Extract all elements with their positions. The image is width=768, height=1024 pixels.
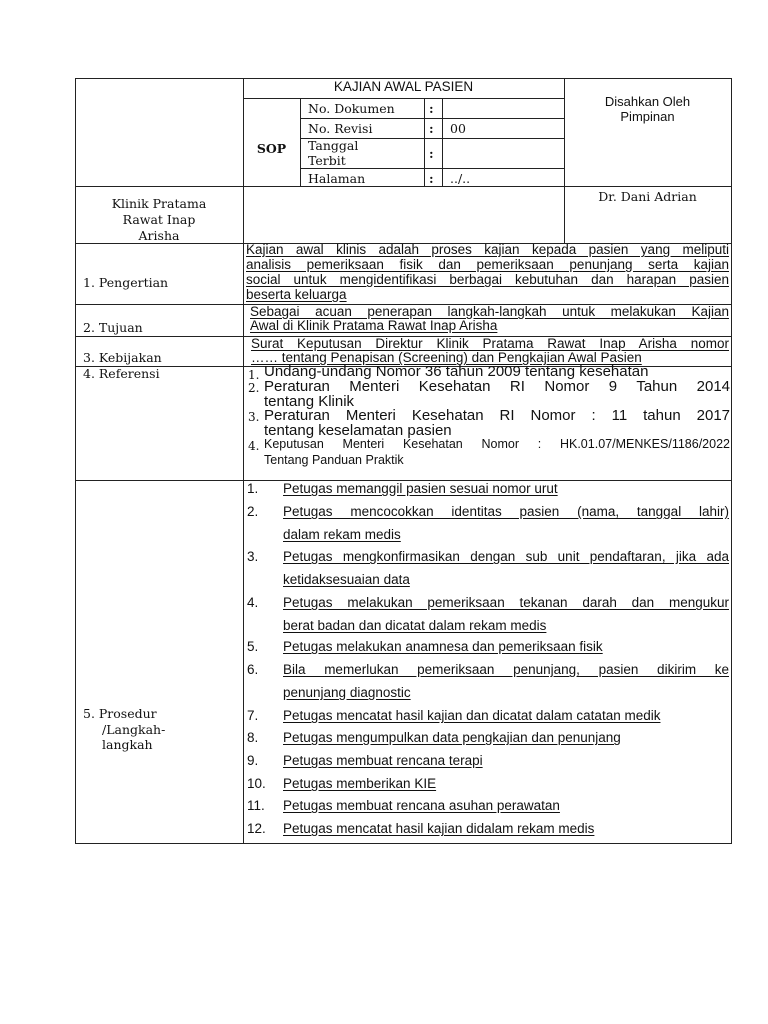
section-label-tujuan: 2. Tujuan bbox=[83, 320, 143, 335]
col-divider-left bbox=[243, 78, 244, 844]
section-label-prosedur-3: langkah bbox=[102, 737, 153, 752]
clinic-name-line-3: Arisha bbox=[138, 228, 180, 243]
field-colon: : bbox=[429, 101, 434, 116]
field-label-terbit: Terbit bbox=[308, 153, 346, 168]
step-number: 7. bbox=[247, 708, 259, 723]
kebijakan-line-2: …… tentang Penapisan (Screening) dan Pengkajian Awal Pasien bbox=[251, 350, 642, 365]
step-number: 12. bbox=[247, 821, 266, 836]
referensi-num: 4. bbox=[248, 439, 260, 453]
procedure-step-6-cont: penunjang diagnostic bbox=[283, 685, 411, 700]
step-number: 9. bbox=[247, 753, 259, 768]
procedure-step-4: Petugas melakukan pemeriksaan tekanan darah dan mengukur bbox=[283, 595, 729, 610]
field-row-1 bbox=[300, 118, 564, 119]
signatory-name: Dr. Dani Adrian bbox=[598, 189, 697, 204]
procedure-step-3: Petugas mengkonfirmasikan dengan sub unit pendaftaran, jika ada bbox=[283, 549, 729, 564]
step-number: 2. bbox=[247, 504, 259, 519]
step-number: 5. bbox=[247, 639, 259, 654]
procedure-step-2: Petugas mencocokkan identitas pasien (nama, tanggal lahir) bbox=[283, 504, 729, 519]
referensi-item-4: Keputusan Menteri Kesehatan Nomor : HK.01.07/MENKES/1186/2022 bbox=[264, 437, 730, 451]
clinic-name-line-2: Rawat Inap bbox=[122, 212, 196, 227]
procedure-step-2-cont: dalam rekam medis bbox=[283, 527, 401, 542]
step-number: 6. bbox=[247, 662, 259, 677]
step-number: 8. bbox=[247, 730, 259, 745]
referensi-item-4-cont: Tentang Panduan Praktik bbox=[264, 453, 404, 467]
kebijakan-line-1: Surat Keputusan Direktur Klinik Pratama Rawat Inap Arisha nomor bbox=[251, 336, 729, 351]
step-number: 11. bbox=[247, 798, 265, 813]
procedure-step-4-cont: berat badan dan dicatat dalam rekam medis bbox=[283, 618, 547, 633]
field-value-no-revisi: 00 bbox=[450, 121, 466, 136]
procedure-step-5: Petugas melakukan anamnesa dan pemeriksaan fisik bbox=[283, 639, 603, 654]
step-number: 4. bbox=[247, 595, 259, 610]
sop-label: SOP bbox=[256, 141, 287, 156]
table-border-bottom bbox=[75, 843, 732, 844]
section-label-prosedur-2: /Langkah- bbox=[102, 722, 166, 737]
field-label-divider bbox=[300, 98, 301, 186]
procedure-step-7: Petugas mencatat hasil kajian dan dicatat dalam catatan medik bbox=[283, 708, 661, 723]
document-title: KAJIAN AWAL PASIEN bbox=[333, 79, 474, 94]
pengertian-line-1: Kajian awal klinis adalah proses kajian kepada pasien yang meliputi bbox=[246, 242, 729, 257]
field-label-halaman: Halaman bbox=[308, 171, 366, 186]
procedure-step-3-cont: ketidaksesuaian data bbox=[283, 572, 410, 587]
procedure-step-1: Petugas memanggil pasien sesuai nomor urut bbox=[283, 481, 558, 496]
field-label-no-revisi: No. Revisi bbox=[308, 121, 373, 136]
procedure-step-12: Petugas mencatat hasil kajian didalam rekam medis bbox=[283, 821, 595, 836]
title-divider bbox=[243, 98, 564, 99]
field-colon-divider bbox=[424, 98, 425, 186]
field-colon: : bbox=[429, 121, 434, 136]
procedure-step-11: Petugas membuat rencana asuhan perawatan bbox=[283, 798, 560, 813]
pengertian-line-3: social untuk mengidentifikasi berbagai kebutuhan dan harapan pasien bbox=[246, 272, 729, 287]
tujuan-line-1: Sebagai acuan penerapan langkah-langkah untuk melakukan Kajian bbox=[250, 304, 729, 319]
section-label-referensi: 4. Referensi bbox=[83, 366, 160, 381]
field-row-3 bbox=[300, 168, 564, 169]
field-value-divider bbox=[442, 98, 443, 186]
table-border-right bbox=[731, 78, 732, 844]
procedure-step-9: Petugas membuat rencana terapi bbox=[283, 753, 483, 768]
section-label-kebijakan: 3. Kebijakan bbox=[83, 350, 162, 365]
pengertian-line-4: beserta keluarga bbox=[246, 287, 347, 302]
header-divider bbox=[75, 186, 732, 187]
referensi-item-1: Undang-undang Nomor 36 tahun 2009 tentang kesehatan bbox=[264, 363, 649, 380]
referensi-item-3-cont: tentang keselamatan pasien bbox=[264, 422, 452, 439]
procedure-step-8: Petugas mengumpulkan data pengkajian dan penunjang bbox=[283, 730, 621, 745]
field-label-tanggal: Tanggal bbox=[308, 138, 359, 153]
referensi-item-3: Peraturan Menteri Kesehatan RI Nomor : 11 tahun 2017 bbox=[264, 407, 730, 424]
pengertian-line-2: analisis pemeriksaan fisik dan pemeriksaan penunjang serta kajian bbox=[246, 257, 729, 272]
field-colon: : bbox=[429, 171, 434, 186]
referensi-num: 1. bbox=[248, 368, 260, 382]
referensi-item-2-cont: tentang Klinik bbox=[264, 393, 355, 410]
approval-label: Disahkan Oleh bbox=[604, 94, 691, 109]
approval-label-2: Pimpinan bbox=[620, 109, 675, 124]
clinic-name-line-1: Klinik Pratama bbox=[111, 196, 207, 211]
step-number: 10. bbox=[247, 776, 266, 791]
field-label-no-dokumen: No. Dokumen bbox=[308, 101, 395, 116]
table-border-left bbox=[75, 78, 76, 844]
step-number: 3. bbox=[247, 549, 259, 564]
referensi-num: 3. bbox=[248, 410, 260, 424]
referensi-item-2: Peraturan Menteri Kesehatan RI Nomor 9 Tahun 2014 bbox=[264, 378, 730, 395]
field-value-halaman: ../.. bbox=[450, 171, 471, 186]
section-label-pengertian: 1. Pengertian bbox=[83, 275, 169, 290]
section-label-prosedur: 5. Prosedur bbox=[83, 706, 157, 721]
procedure-step-10: Petugas memberikan KIE bbox=[283, 776, 437, 791]
tujuan-line-2: Awal di Klinik Pratama Rawat Inap Arisha bbox=[250, 318, 498, 333]
procedure-step-6: Bila memerlukan pemeriksaan penunjang, pasien dikirim ke bbox=[283, 662, 729, 677]
step-number: 1. bbox=[247, 481, 259, 496]
referensi-num: 2. bbox=[248, 381, 260, 395]
field-colon: : bbox=[429, 146, 434, 161]
